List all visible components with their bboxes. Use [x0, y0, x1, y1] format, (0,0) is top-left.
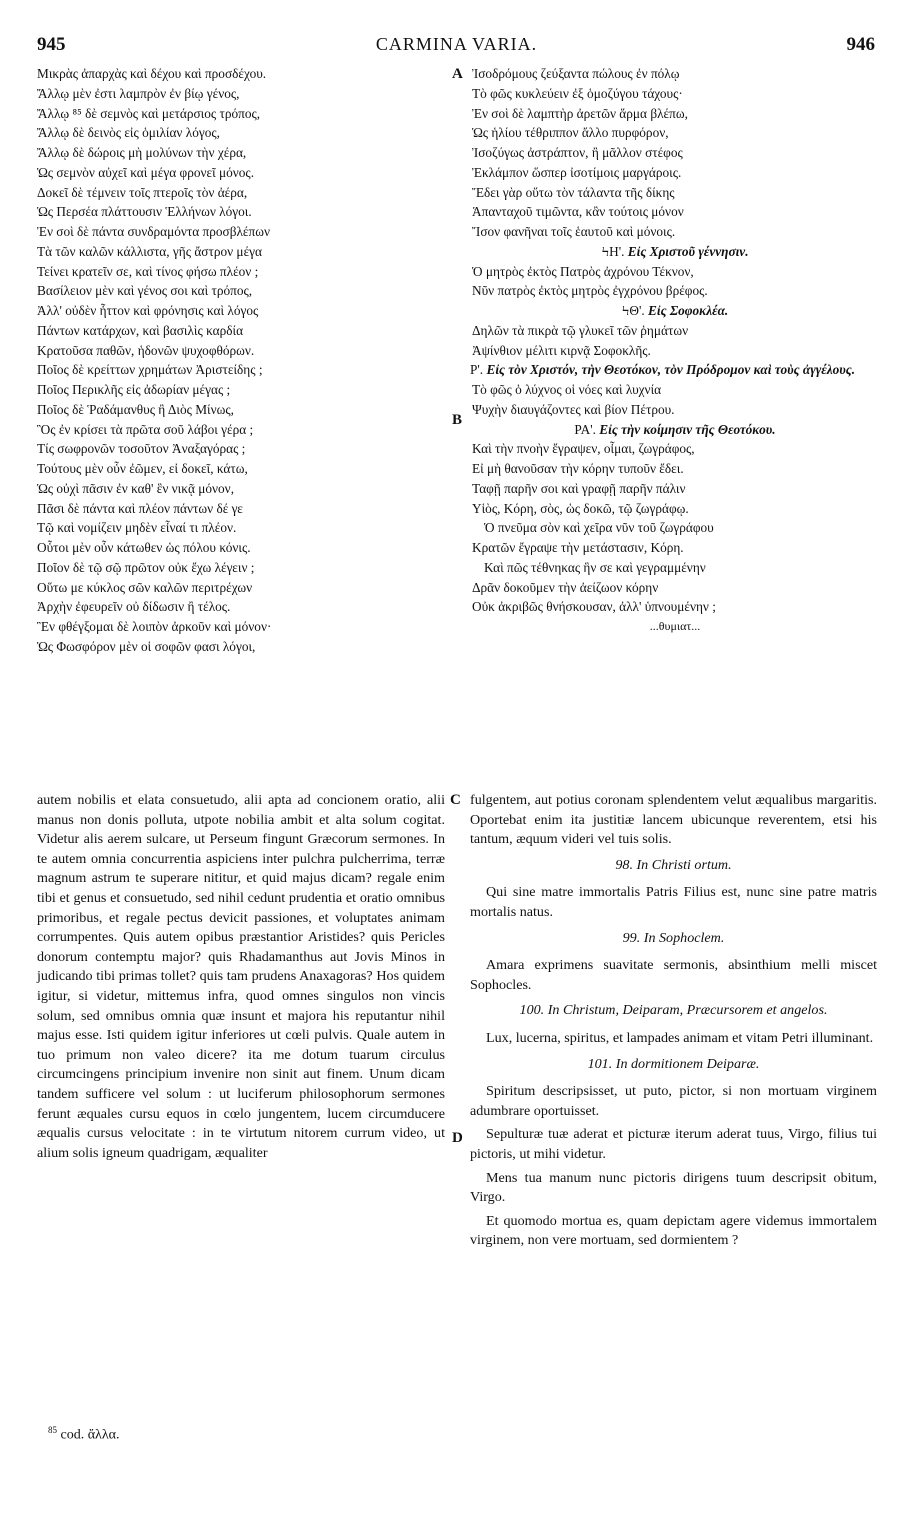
heading-number: ΡΑ'. — [574, 421, 596, 437]
verse-line: Τὸ φῶς κυκλεύειν ἐξ ὁμοζύγου τάχους· — [472, 85, 683, 101]
verse-line: Ἐν σοὶ δὲ πάντα συνδραμόντα προσβλέπων — [37, 224, 270, 239]
verse-line: Νῦν πατρὸς ἐκτὸς μητρὸς ἐγχρόνου βρέφος. — [472, 283, 708, 299]
verse-line: Ὁ πνεῦμα σὸν καὶ χεῖρα νῦν τοῦ ζωγράφου — [484, 520, 714, 536]
verse-line: Τίς σωφρονῶν τοσοῦτον Ἀναξαγόρας ; — [37, 441, 246, 457]
margin-letter-b: B — [452, 412, 463, 428]
verse-line: Ψυχὴν διαυγάζοντες καὶ βίον Πέτρου. — [472, 401, 675, 417]
latin-paragraph: Qui sine matre immortalis Patris Filius est, nunc sine patre matris mortalis natus. — [470, 884, 877, 920]
verse-line: Κρατῶν ἔγραψε τὴν μετάστασιν, Κόρη. — [472, 540, 684, 555]
poem-heading-101 — [470, 420, 880, 440]
heading-number: Ρ'. — [470, 362, 484, 378]
verse-line: Τὸ φῶς ὁ λύχνος οἱ νόες καὶ λυχνία — [472, 382, 662, 397]
right-page-number: 946 — [846, 34, 875, 55]
verse-line: Δηλῶν τὰ πικρὰ τῷ γλυκεῖ τῶν ῥημάτων — [472, 322, 689, 338]
verse-line: Ὃς ἐν κρίσει τὰ πρῶτα σοῦ λάβοι γέρα ; — [37, 421, 254, 437]
verse-line: Ἄλλῳ δὲ δώροις μὴ μολύνων τὴν χέρα, — [37, 145, 247, 160]
left-page-number: 945 — [37, 34, 66, 55]
heading-title: Εἰς Σοφοκλέα. — [648, 303, 729, 318]
verse-line: Ἀρχὴν ἐφευρεῖν οὐ δίδωσιν ἢ τέλος. — [37, 599, 231, 615]
poem-heading-100 — [470, 360, 880, 380]
verse-line: Τὰ τῶν καλῶν κάλλιστα, γῆς ἄστρον μέγα — [37, 243, 262, 259]
verse-line: Ὡς σεμνὸν αὐχεῖ καὶ μέγα φρονεῖ μόνος. — [37, 164, 255, 180]
verse-line: Καὶ πῶς τέθνηκας ἣν σε καὶ γεγραμμένην — [484, 559, 706, 575]
verse-line: Ἐκλάμπον ὥσπερ ἰσοτίμοις μαργάροις. — [472, 164, 682, 180]
verse-line: Ἀλλ' οὐδὲν ἧττον καὶ φρόνησις καὶ λόγος — [37, 303, 259, 318]
verse-line: Ἔδει γὰρ οὕτω τὸν τάλαντα τῆς δίκης — [472, 184, 675, 200]
verse-line: Ὡς ἡλίου τέθριππον ἄλλο πυρφόρον, — [472, 125, 669, 141]
latin-heading-99: 99. In Sophoclem. — [622, 929, 725, 946]
heading-title: Εἰς Χριστοῦ γέννησιν. — [627, 243, 749, 259]
footnote — [48, 1425, 119, 1444]
verse-line: Πάντων κατάρχων, καὶ βασιλὶς καρδία — [37, 322, 244, 338]
latin-paragraph: Spiritum descripsisset, ut puto, pictor, si non mortuam virginem adumbrare oportuisset. — [470, 1083, 877, 1119]
poem-heading-98 — [470, 242, 880, 262]
latin-right-column — [470, 791, 877, 1255]
verse-line: Ἄλλῳ δὲ δεινὸς εἰς ὁμιλίαν λόγος, — [37, 125, 220, 141]
verse-line: Δοκεῖ δὲ τέμνειν τοῖς πτεροῖς τὸν ἀέρα, — [37, 184, 248, 200]
verse-line: Μικρὰς ἀπαρχὰς καὶ δέχου καὶ προσδέχου. — [37, 66, 267, 81]
verse-line: Υἱὸς, Κόρη, σὸς, ὡς δοκῶ, τῷ ζωγράφῳ. — [472, 500, 689, 516]
verse-line: Ἰσοδρόμους ζεύξαντα πώλους ἐν πόλῳ — [472, 66, 680, 81]
latin-paragraph: Lux, lucerna, spiritus, et lampades animam et vitam Petri illuminant. — [486, 1029, 874, 1046]
verse-line: Τούτους μὲν οὖν ἐῶμεν, εἰ δοκεῖ, κάτω, — [37, 461, 248, 476]
verse-line: Κρατοῦσα παθῶν, ἡδονῶν ψυχοφθόρων. — [37, 342, 255, 358]
verse-line: Οὗτοι μὲν οὖν κάτωθεν ὡς πόλου κόνις. — [37, 540, 251, 555]
verse-line: Τῷ καὶ νομίζειν μηδὲν εἶναί τι πλέον. — [37, 520, 237, 536]
verse-line: Καὶ τὴν πνοὴν ἔγραψεν, οἶμαι, ζωγράφος, — [472, 441, 695, 457]
footnote-text: cod. ἄλλα. — [60, 1427, 120, 1443]
verse-line: Πᾶσι δὲ πάντα καὶ πλέον πάντων δέ γε — [37, 500, 243, 516]
verse-line: Τείνει κρατεῖν σε, καὶ τίνος φήσω πλέον ; — [37, 263, 259, 279]
latin-paragraph: autem nobilis et elata consuetudo, alii apta ad concionem oratio, alii manus non donis polluta, utpote nobilia ambit et alta solum cogitat. Videtur alis aerem sulcare, ut Perseum fingunt Græcorum sermones. In te autem omnia concurrentia aspiciens inter pulchra pulcherrima, terræ magnum astrum te superare nititur, et quid majus dicam? regale enim tibi et genus et consuetudo, sed nihil cedunt prudentia et oratio omnibus primoribus, et regale pectus devicit passiones, et voluptates animam corrumpentes. Quis autem opibus præstantior Aristides? quis Pericles donorum contemptu major? quis Rhadamanthus aut Jovis Minos in judicando tibi primas tollet? quis tam prudens Anaxagoras? Hos quidem igitur, si videtur, mittemus infra, quod omnes singulos non vincis solum, sed omnibus omnia quæ insunt et majora his reputantur nihil majus esse. Isti quidem igitur inferiores ut cœli pulvis. Quale autem in tuo primum non valeo dicere? ita me dotum tuarum circulus circumcingens principium invenire non sinit aut finem. Unum dicam tandem sufficere vel solum : ut luciferum philosophorum sermones ferunt æquales cursu equos in cœlo jungentem, lucem circumducere æqualis cursus velocitate : in te virtutum nitorem currum video, ut alium solis igneum quadrigam, æqualiter — [37, 792, 445, 1161]
margin-letter-c: C — [450, 792, 461, 808]
verse-line: Ἁπανταχοῦ τιμῶντα, κἂν τούτοις μόνον — [472, 204, 684, 220]
latin-heading-100: 100. In Christum, Deiparam, Præcursorem et angelos. — [519, 1002, 828, 1019]
latin-paragraph: Et quomodo mortua es, quam depictam agere videmus immortalem virginem, non vere mortuam, sed dormientem ? — [470, 1212, 877, 1249]
heading-number: ϞΗ'. — [601, 243, 625, 259]
greek-left-column — [37, 64, 449, 657]
verse-line: Ὡς Περσέα πλάττουσιν Ἑλλήνων λόγοι. — [37, 204, 252, 220]
heading-title: Εἰς τὴν κοίμησιν τῆς Θεοτόκου. — [599, 421, 776, 437]
verse-line: Ποῖος δὲ Ῥαδάμανθυς ἢ Διὸς Μίνως, — [37, 401, 234, 417]
verse-line: Ὁ μητρὸς ἐκτὸς Πατρὸς ἀχρόνου Τέκνον, — [472, 263, 694, 279]
latin-heading-101: 101. In dormitionem Deiparæ. — [587, 1055, 760, 1072]
verse-line: Ἰσοζύγως ἀστράπτον, ἢ μᾶλλον στέφος — [472, 145, 683, 160]
greek-right-column — [470, 64, 880, 637]
verse-line: Οὕτω με κύκλος σῶν καλῶν περιτρέχων — [37, 579, 253, 595]
latin-paragraph: Amara exprimens suavitate sermonis, absinthium melli miscet Sophocles. — [470, 957, 877, 993]
heading-number: ϞΘ'. — [621, 303, 645, 318]
latin-paragraph: Mens tua manum nunc pictoris dirigens tuum descripsit obitum, Virgo. — [470, 1169, 877, 1206]
verse-line: Βασίλειον μὲν καὶ γένος σοι καὶ τρόπος, — [37, 283, 253, 299]
heading-title: Εἰς τὸν Χριστόν, τὴν Θεοτόκον, τὸν Πρόδρομον καὶ τοὺς ἀγγέλους. — [486, 362, 856, 378]
truncated-line: ...θυμιατ... — [649, 619, 701, 633]
verse-line: Εἰ μὴ θανοῦσαν τὴν κόρην τυποῦν ἔδει. — [472, 461, 684, 476]
verse-line: Ἓν φθέγξομαι δὲ λοιπὸν ἀρκοῦν καὶ μόνον· — [37, 619, 272, 634]
verse-line: Ἐν σοὶ δὲ λαμπτὴρ ἀρετῶν ἅρμα βλέπω, — [472, 105, 688, 121]
verse-line: Οὐκ ἀκριβῶς θνήσκουσαν, ἀλλ' ὑπνουμένην ; — [472, 599, 716, 615]
verse-line: Ἀψίνθιον μέλιτι κιρνᾷ Σοφοκλῆς. — [472, 342, 651, 358]
verse-line: Ἴσον φανῆναι τοῖς ἑαυτοῦ καὶ μόνοις. — [472, 224, 676, 239]
verse-line: Δρᾶν δοκοῦμεν τὴν ἀείζωον κόρην — [472, 579, 659, 595]
verse-line: Ποῖος Περικλῆς εἰς ἀδωρίαν μέγας ; — [37, 382, 231, 397]
margin-letter-d: D — [452, 1130, 463, 1146]
poem-heading-99 — [470, 301, 880, 321]
verse-line: Ποῖος δὲ κρείττων χρημάτων Ἀριστείδης ; — [37, 362, 263, 378]
footnote-mark: 85 — [48, 1425, 57, 1435]
verse-line: Ὡς Φωσφόρον μὲν οἱ σοφῶν φασι λόγοι, — [37, 638, 256, 654]
verse-line: Ἄλλῳ ⁸⁵ δὲ σεμνὸς καὶ μετάρσιος τρόπος, — [37, 105, 261, 121]
margin-letter-a: A — [452, 66, 463, 82]
running-title: CARMINA VARIA. — [375, 34, 538, 54]
verse-line: Ὡς οὐχὶ πᾶσιν ἐν καθ' ἓν νικᾷ μόνον, — [37, 480, 235, 496]
verse-line: Ταφῇ παρῆν σοι καὶ γραφῇ παρῆν πάλιν — [472, 480, 686, 496]
verse-line: Ἄλλῳ μὲν ἐστι λαμπρὸν ἐν βίῳ γένος, — [37, 85, 240, 101]
verse-line: Ποῖον δὲ τῷ σῷ πρῶτον οὐκ ἔχω λέγειν ; — [37, 559, 255, 575]
latin-left-column — [37, 791, 445, 1163]
latin-paragraph: Sepulturæ tuæ aderat et picturæ iterum aderat tuus, Virgo, filius tui pictoris, ut mihi videtur. — [470, 1126, 877, 1162]
latin-heading-98: 98. In Christi ortum. — [615, 856, 732, 873]
latin-paragraph: fulgentem, aut potius coronam splendentem velut æqualibus margaritis. Oportebat enim ita justitiæ lancem ubicunque reverentem, etsi his tantum, æquum videri vel tuis solis. — [470, 792, 877, 848]
